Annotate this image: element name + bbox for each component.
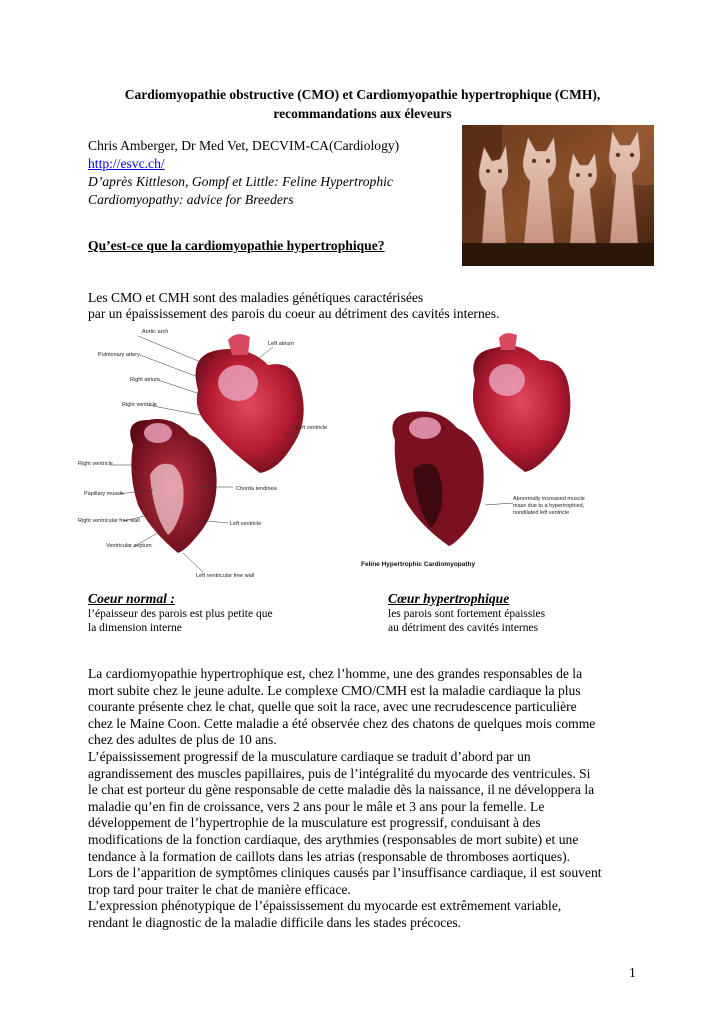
body-line: rendant le diagnostic de la maladie difficile dans les stades précoces. (88, 914, 462, 930)
source-line-1: D’après Kittleson, Gompf et Little: Feline Hypertrophic (88, 174, 393, 189)
body-line: agrandissement des muscles papillaires, puis de l’intégralité du myocarde des ventricules. Si (88, 765, 591, 781)
normal-heart-illustration (78, 325, 340, 580)
body-line: développement de l’hypertrophie de la musculature est progressif, conduisant à des (88, 815, 541, 831)
figure-caption-hcm: Feline Hypertrophic Cardiomyopathy (361, 561, 476, 568)
intro-line-1: Les CMO et CMH sont des maladies génétiques caractérisées (88, 290, 424, 305)
author-name: Chris Amberger, Dr Med Vet, DECVIM-CA(Cardiology) (88, 138, 400, 153)
body-paragraph (88, 666, 602, 932)
annotation-line-2: mass due to a hypertrophied, (513, 503, 585, 509)
label-left-atrium: Left atrium (268, 341, 294, 347)
intro-line-2: par un épaississement des parois du coeur au détriment des cavités internes. (88, 306, 500, 321)
body-line: courante présente chez le chat, quelle que soit la race, avec une recrudescence particulière (88, 699, 577, 715)
label-aortic-arch: Aortic arch (142, 329, 169, 335)
body-line: chez le Maine Coon. Cette maladie a été observée chez des chatons de quelques mois comme (88, 715, 596, 731)
label-left-ventricle-top: Left ventricle (296, 425, 328, 431)
caption-hypertrophic-title: Cœur hypertrophique (388, 591, 510, 606)
body-line: L’épaississement progressif de la musculature cardiaque se traduit d’abord par un (88, 748, 531, 764)
body-line: Lors de l’apparition de symptômes cliniques causés par l’insuffisance cardiaque, il est souvent (88, 865, 602, 881)
page-number: 1 (629, 965, 636, 980)
title-line-1: Cardiomyopathie obstructive (CMO) et Cardiomyopathie hypertrophique (CMH), (124, 87, 601, 102)
label-papillary-muscle: Papillary muscle (84, 491, 125, 497)
body-line: La cardiomyopathie hypertrophique est, chez l’homme, une des grandes responsables de la (88, 666, 583, 681)
body-line: chez des adultes de plus de 10 ans. (88, 732, 277, 748)
body-line: tendance à la formation de caillots dans les atrias (responsable de thromboses aortiques). (88, 848, 571, 864)
label-chorda-tendinea: Chorda tendinea (236, 486, 277, 492)
label-rv-free-wall: Right ventricular free wall (78, 518, 140, 524)
label-right-ventricle-top: Right ventricle (122, 402, 157, 408)
website-link[interactable]: http://esvc.ch/ (88, 156, 165, 171)
title-line-2: recommandations aux éleveurs (273, 106, 452, 121)
label-ventricular-septum: Ventricular septum (106, 543, 152, 549)
body-line: le chat est porteur du gène responsable de cette maladie dès la naissance, il ne développera la (88, 782, 595, 798)
body-line: trop tard pour traiter le chat de manière efficace. (88, 881, 351, 897)
source-line-2: Cardiomyopathy: advice for Breeders (88, 192, 294, 207)
annotation-line-1: Abnormally increased muscle (513, 496, 585, 502)
caption-normal-heart (88, 590, 273, 635)
caption-hypertrophic-line-2: au détriment des cavités internes (388, 622, 539, 634)
body-line: modifications de la fonction cardiaque, des arythmies (responsables de mort subite) et une (88, 831, 579, 847)
caption-normal-title: Coeur normal : (88, 591, 175, 606)
label-left-ventricle: Left ventricle (230, 521, 262, 527)
section-heading: Qu’est-ce que la cardiomyopathie hypertrophique? (88, 238, 385, 253)
label-lv-free-wall: Left ventricular free wall (196, 573, 255, 579)
label-right-ventricle: Right ventricle (78, 461, 113, 467)
sphynx-cats-photo (462, 125, 654, 266)
annotation-line-3: nondilated left ventricle (513, 510, 570, 516)
body-line: L’expression phénotypique de l’épaississement du myocarde est extrêmement variable, (88, 898, 562, 914)
intro-paragraph (88, 290, 499, 322)
caption-normal-line-2: la dimension interne (88, 622, 182, 634)
hypertrophic-heart-illustration (355, 330, 595, 575)
caption-hypertrophic-line-1: les parois sont fortement épaissies (388, 608, 546, 620)
body-line: maladie qu’en fin de croissance, vers 2 ans pour le mâle et 3 ans pour la femelle. Le (88, 798, 545, 814)
body-line: mort subite chez le jeune adulte. Le complexe CMO/CMH est la maladie cardiaque la plus (88, 682, 581, 698)
label-pulmonary-artery: Pulmonary artery (98, 352, 140, 358)
caption-hypertrophic-heart (388, 590, 545, 635)
label-right-atrium: Right atrium (130, 377, 160, 383)
author-block (88, 137, 399, 209)
document-title (60, 85, 665, 123)
caption-normal-line-1: l’épaisseur des parois est plus petite que (88, 608, 273, 620)
